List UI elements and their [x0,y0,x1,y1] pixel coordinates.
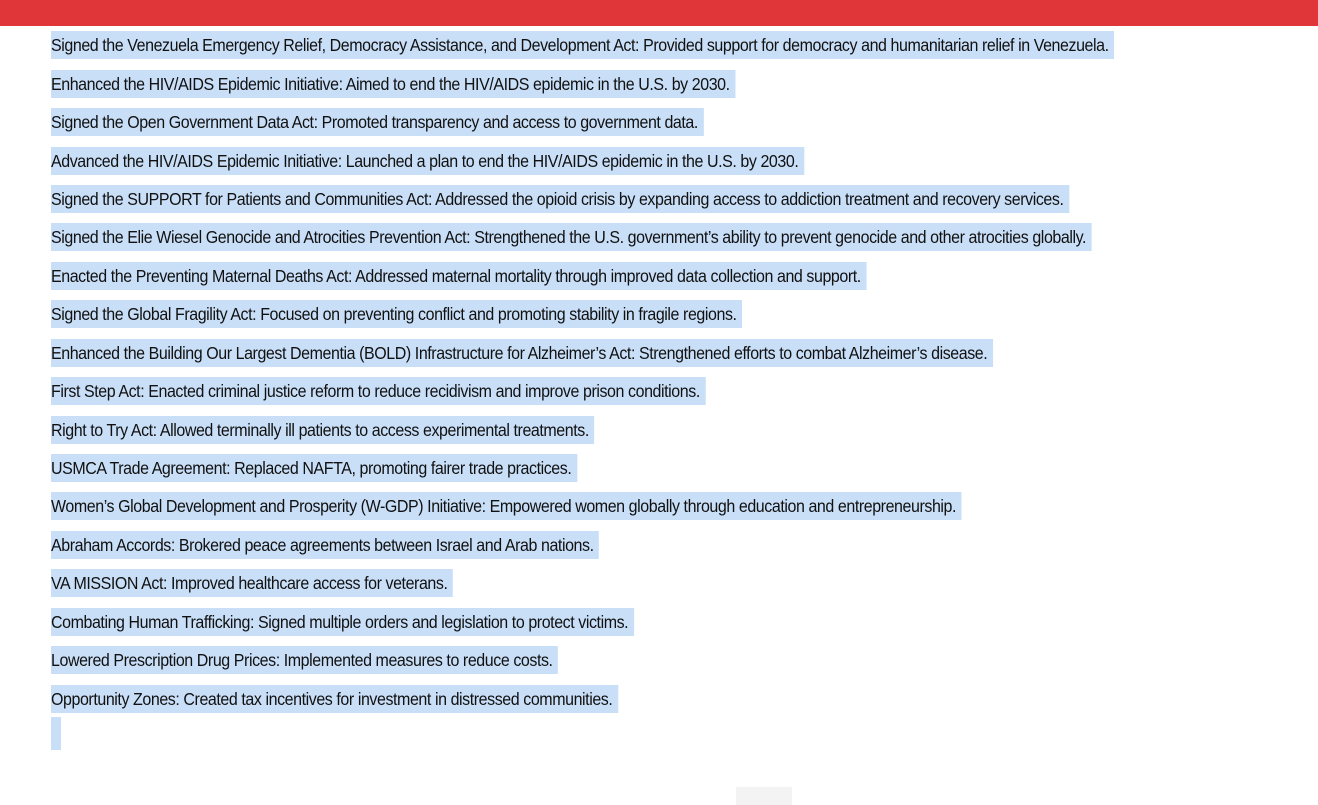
selected-text-line[interactable]: Abraham Accords: Brokered peace agreements between Israel and Arab nations. [51,531,599,559]
selected-text-line[interactable]: VA MISSION Act: Improved healthcare access for veterans. [51,569,453,597]
list-item[interactable] [51,449,1318,487]
selected-text-line[interactable]: USMCA Trade Agreement: Replaced NAFTA, promoting fairer trade practices. [51,454,577,482]
list-item[interactable] [51,372,1318,410]
list-item[interactable] [51,26,1318,64]
list-item[interactable] [51,641,1318,679]
selected-text-line[interactable]: Enacted the Preventing Maternal Deaths Act: Addressed maternal mortality through improved data collection and support. [51,262,866,290]
list-item[interactable] [51,564,1318,602]
list-item[interactable] [51,218,1318,256]
empty-selected-line[interactable] [51,717,61,750]
document-body[interactable] [51,26,1318,718]
list-item[interactable] [51,410,1318,448]
selected-text-line[interactable]: Enhanced the Building Our Largest Dementia (BOLD) Infrastructure for Alzheimer’s Act: Strengthened efforts to combat Alzheimer’s disease. [51,339,993,367]
selected-text-line[interactable]: Signed the SUPPORT for Patients and Communities Act: Addressed the opioid crisis by expanding access to addiction treatment and recovery services. [51,185,1069,213]
top-accent-bar [0,0,1318,26]
selected-text-line[interactable]: Signed the Global Fragility Act: Focused on preventing conflict and promoting stability in fragile regions. [51,300,742,328]
selected-text-line[interactable]: Right to Try Act: Allowed terminally ill patients to access experimental treatments. [51,416,594,444]
list-item[interactable] [51,64,1318,102]
selected-text-line[interactable]: Advanced the HIV/AIDS Epidemic Initiative: Launched a plan to end the HIV/AIDS epidemic in the U.S. by 2030. [51,147,804,175]
list-item[interactable] [51,180,1318,218]
list-item[interactable] [51,257,1318,295]
selected-text-line[interactable]: Signed the Elie Wiesel Genocide and Atrocities Prevention Act: Strengthened the U.S. government’s ability to prevent genocide and other atrocities globally. [51,223,1092,251]
bottom-scroll-tab[interactable] [736,787,792,805]
list-item[interactable] [51,295,1318,333]
list-item[interactable] [51,103,1318,141]
selected-text-line[interactable]: Opportunity Zones: Created tax incentives for investment in distressed communities. [51,685,618,713]
list-item[interactable] [51,526,1318,564]
selected-text-line[interactable]: Signed the Open Government Data Act: Promoted transparency and access to government data. [51,108,704,136]
list-item[interactable] [51,487,1318,525]
list-item[interactable] [51,334,1318,372]
selected-text-line[interactable]: Lowered Prescription Drug Prices: Implemented measures to reduce costs. [51,646,558,674]
selected-text-line[interactable]: Signed the Venezuela Emergency Relief, Democracy Assistance, and Development Act: Provided support for democracy and humanitarian relief in Venezuela. [51,31,1114,59]
selected-text-line[interactable]: Women’s Global Development and Prosperity (W-GDP) Initiative: Empowered women globally through education and entrepreneurship. [51,492,962,520]
selected-text-line[interactable]: Enhanced the HIV/AIDS Epidemic Initiative: Aimed to end the HIV/AIDS epidemic in the U.S. by 2030. [51,70,735,98]
selected-text-line[interactable]: Combating Human Trafficking: Signed multiple orders and legislation to protect victims. [51,608,634,636]
list-item[interactable] [51,603,1318,641]
selected-text-line[interactable]: First Step Act: Enacted criminal justice reform to reduce recidivism and improve prison conditions. [51,377,705,405]
list-item[interactable] [51,141,1318,179]
list-item[interactable] [51,679,1318,717]
